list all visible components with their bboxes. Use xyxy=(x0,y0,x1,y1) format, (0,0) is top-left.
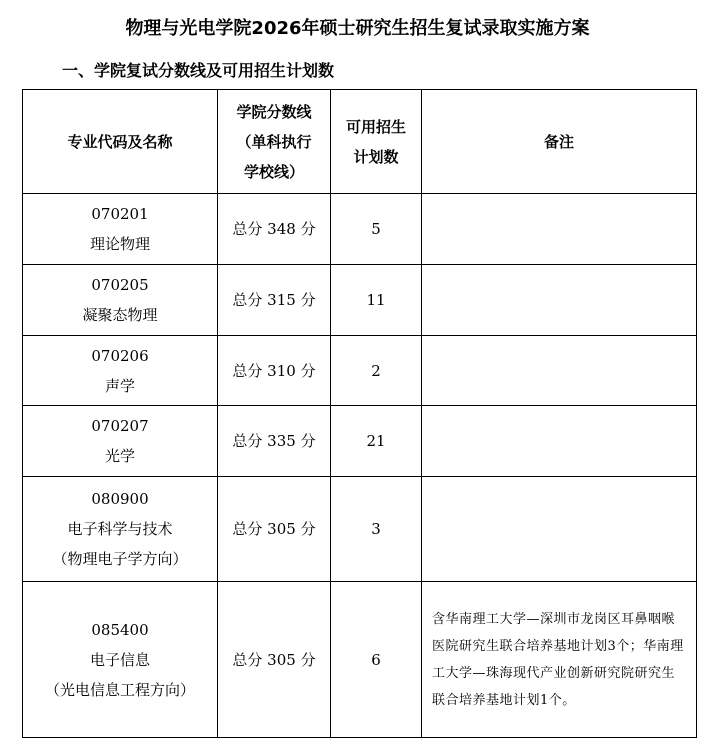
admission-table xyxy=(22,89,697,738)
plan-cell: 5 xyxy=(331,194,422,265)
remark-cell xyxy=(422,265,697,336)
score-cell: 总分 348 分 xyxy=(218,194,331,265)
header-plan-line: 可用招生 xyxy=(345,117,406,136)
major-name: 声学 xyxy=(104,376,135,395)
table-row xyxy=(23,336,697,406)
header-plan xyxy=(331,90,422,194)
remark-cell xyxy=(422,336,697,406)
major-name: 光学 xyxy=(104,447,135,465)
major-cell xyxy=(23,477,218,582)
major-code: 085400 xyxy=(91,620,149,639)
score-cell: 总分 315 分 xyxy=(218,265,331,336)
major-name: 凝聚态物理 xyxy=(82,306,158,324)
header-score xyxy=(218,90,331,194)
plan-cell: 11 xyxy=(331,265,422,336)
major-cell xyxy=(23,194,218,265)
table-row xyxy=(23,406,697,477)
major-code: 070207 xyxy=(91,417,149,435)
table-row xyxy=(23,582,697,738)
major-code: 070206 xyxy=(91,346,149,365)
plan-cell: 21 xyxy=(331,406,422,477)
table-row xyxy=(23,265,697,336)
document-title: 物理与光电学院2026年硕士研究生招生复试录取实施方案 xyxy=(125,18,590,39)
major-cell xyxy=(23,336,218,406)
major-code: 070205 xyxy=(91,276,149,294)
major-direction: （物理电子学方向） xyxy=(52,550,188,568)
remark-cell xyxy=(422,477,697,582)
remark-cell xyxy=(422,194,697,265)
remark-cell: 含华南理工大学—深圳市龙岗区耳鼻咽喉医院研究生联合培养基地计划3个；华南理工大学—珠海现代产业创新研究院研究生联合培养基地计划1个。 xyxy=(422,582,697,738)
table-header-row xyxy=(23,90,697,194)
header-remark: 备注 xyxy=(422,90,697,194)
major-cell xyxy=(23,406,218,477)
table-row xyxy=(23,194,697,265)
major-direction: （光电信息工程方向） xyxy=(44,680,195,699)
header-score-line: （单科执行 xyxy=(236,132,312,151)
plan-cell: 3 xyxy=(331,477,422,582)
major-name: 理论物理 xyxy=(89,235,150,253)
section-heading: 一、学院复试分数线及可用招生计划数 xyxy=(62,61,335,80)
remark-cell xyxy=(422,406,697,477)
plan-cell: 6 xyxy=(331,582,422,738)
score-cell: 总分 305 分 xyxy=(218,477,331,582)
score-cell: 总分 305 分 xyxy=(218,582,331,738)
header-score-line: 学校线） xyxy=(243,162,304,181)
header-score-line: 学院分数线 xyxy=(236,102,312,121)
major-code: 080900 xyxy=(91,490,149,508)
major-cell xyxy=(23,582,218,738)
major-cell xyxy=(23,265,218,336)
major-name: 电子信息 xyxy=(89,650,150,669)
score-cell: 总分 310 分 xyxy=(218,336,331,406)
major-code: 070201 xyxy=(91,205,149,223)
table-row xyxy=(23,477,697,582)
score-cell: 总分 335 分 xyxy=(218,406,331,477)
header-plan-line: 计划数 xyxy=(353,147,399,166)
header-major: 专业代码及名称 xyxy=(23,90,218,194)
major-name: 电子科学与技术 xyxy=(67,520,173,538)
plan-cell: 2 xyxy=(331,336,422,406)
